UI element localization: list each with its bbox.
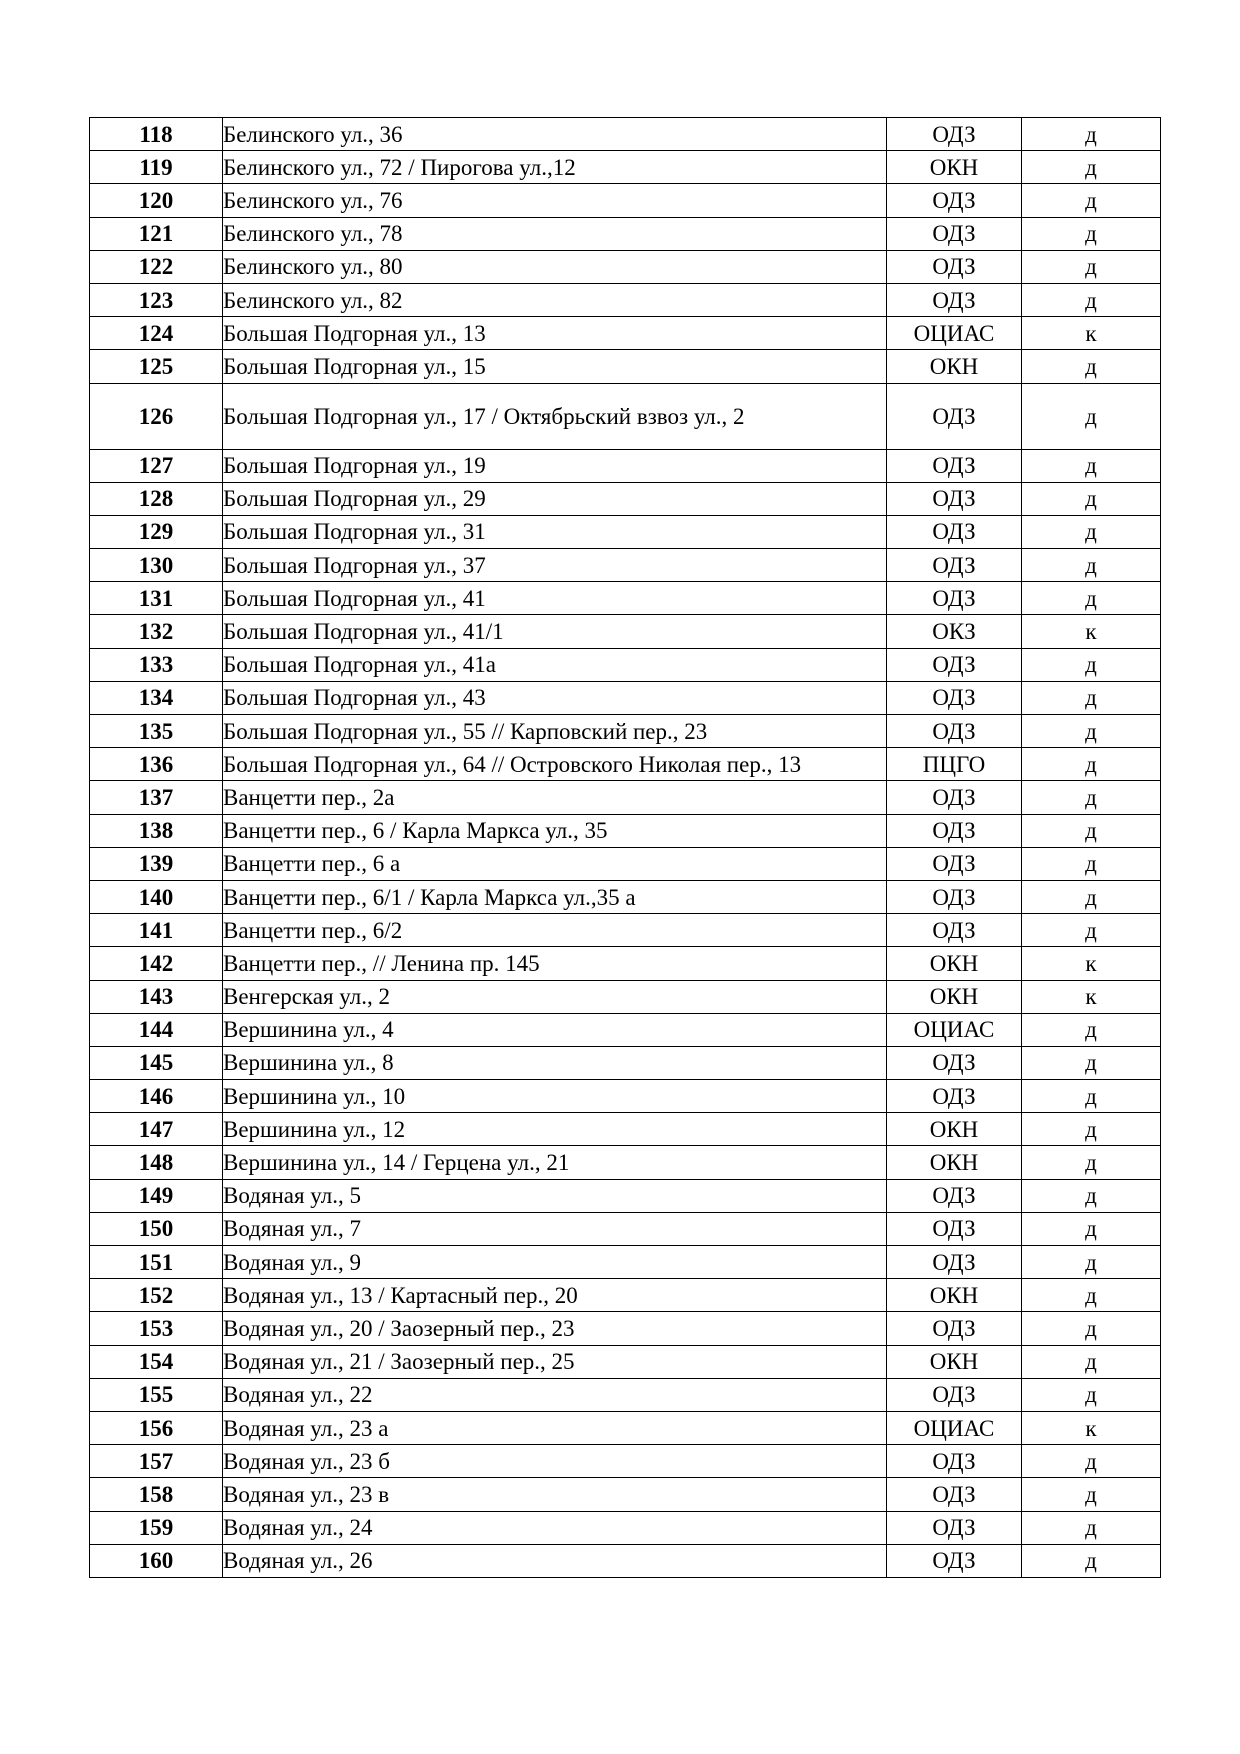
table-row	[90, 814, 1161, 847]
row-number: 146	[90, 1080, 223, 1113]
row-address: Вершинина ул., 14 / Герцена ул., 21	[223, 1146, 887, 1179]
row-mark: д	[1022, 1312, 1161, 1345]
row-number: 139	[90, 847, 223, 880]
row-address: Большая Подгорная ул., 31	[223, 515, 887, 548]
row-address: Большая Подгорная ул., 17 / Октябрьский взвоз ул., 2	[223, 383, 887, 449]
row-category: ОДЗ	[887, 1478, 1022, 1511]
row-address: Белинского ул., 36	[223, 118, 887, 151]
row-address: Белинского ул., 78	[223, 217, 887, 250]
row-category: ОДЗ	[887, 880, 1022, 913]
row-number: 138	[90, 814, 223, 847]
row-address: Белинского ул., 72 / Пирогова ул.,12	[223, 151, 887, 184]
row-address: Большая Подгорная ул., 19	[223, 449, 887, 482]
row-address: Венгерская ул., 2	[223, 980, 887, 1013]
row-mark: д	[1022, 515, 1161, 548]
row-category: ОДЗ	[887, 515, 1022, 548]
row-category: ОКН	[887, 1113, 1022, 1146]
row-number: 153	[90, 1312, 223, 1345]
table-row	[90, 482, 1161, 515]
row-address: Вершинина ул., 12	[223, 1113, 887, 1146]
row-category: ОДЗ	[887, 449, 1022, 482]
row-category: ОКЗ	[887, 615, 1022, 648]
row-mark: д	[1022, 250, 1161, 283]
row-mark: д	[1022, 681, 1161, 714]
row-number: 144	[90, 1013, 223, 1046]
row-mark: д	[1022, 1013, 1161, 1046]
row-category: ОДЗ	[887, 781, 1022, 814]
row-number: 157	[90, 1445, 223, 1478]
row-mark: д	[1022, 748, 1161, 781]
table-row	[90, 880, 1161, 913]
row-mark: к	[1022, 1411, 1161, 1444]
row-number: 119	[90, 151, 223, 184]
row-category: ОДЗ	[887, 914, 1022, 947]
row-address: Водяная ул., 7	[223, 1212, 887, 1245]
row-category: ОДЗ	[887, 482, 1022, 515]
row-number: 132	[90, 615, 223, 648]
table-row	[90, 1113, 1161, 1146]
row-address: Белинского ул., 76	[223, 184, 887, 217]
row-number: 121	[90, 217, 223, 250]
row-mark: д	[1022, 449, 1161, 482]
row-number: 140	[90, 880, 223, 913]
row-category: ОКН	[887, 1345, 1022, 1378]
row-number: 125	[90, 350, 223, 383]
row-category: ОДЗ	[887, 118, 1022, 151]
row-address: Водяная ул., 23 б	[223, 1445, 887, 1478]
row-category: ОДЗ	[887, 847, 1022, 880]
row-category: ОДЗ	[887, 582, 1022, 615]
row-address: Большая Подгорная ул., 41	[223, 582, 887, 615]
row-number: 124	[90, 317, 223, 350]
row-mark: д	[1022, 914, 1161, 947]
registry-table-body	[90, 118, 1161, 1578]
row-category: ОДЗ	[887, 549, 1022, 582]
row-address: Водяная ул., 5	[223, 1179, 887, 1212]
row-mark: д	[1022, 151, 1161, 184]
row-category: ОДЗ	[887, 283, 1022, 316]
row-address: Водяная ул., 23 в	[223, 1478, 887, 1511]
table-row	[90, 250, 1161, 283]
table-row	[90, 582, 1161, 615]
row-mark: д	[1022, 648, 1161, 681]
row-mark: д	[1022, 1246, 1161, 1279]
row-mark: д	[1022, 1378, 1161, 1411]
row-category: ОДЗ	[887, 1080, 1022, 1113]
row-mark: д	[1022, 383, 1161, 449]
table-row	[90, 1378, 1161, 1411]
table-row	[90, 980, 1161, 1013]
table-row	[90, 1212, 1161, 1245]
row-number: 134	[90, 681, 223, 714]
row-category: ОДЗ	[887, 383, 1022, 449]
row-address: Водяная ул., 22	[223, 1378, 887, 1411]
row-category: ОКН	[887, 980, 1022, 1013]
row-number: 128	[90, 482, 223, 515]
row-number: 130	[90, 549, 223, 582]
row-category: ОДЗ	[887, 250, 1022, 283]
row-category: ОКН	[887, 947, 1022, 980]
row-number: 151	[90, 1246, 223, 1279]
row-number: 131	[90, 582, 223, 615]
table-row	[90, 1146, 1161, 1179]
row-category: ОДЗ	[887, 1511, 1022, 1544]
row-mark: д	[1022, 1544, 1161, 1577]
row-mark: д	[1022, 781, 1161, 814]
row-address: Водяная ул., 13 / Картасный пер., 20	[223, 1279, 887, 1312]
row-category: ОДЗ	[887, 814, 1022, 847]
table-row	[90, 1312, 1161, 1345]
row-mark: к	[1022, 947, 1161, 980]
table-row	[90, 1511, 1161, 1544]
row-category: ОКН	[887, 350, 1022, 383]
row-number: 127	[90, 449, 223, 482]
row-mark: д	[1022, 549, 1161, 582]
table-row	[90, 1279, 1161, 1312]
row-category: ПЦГО	[887, 748, 1022, 781]
row-mark: д	[1022, 283, 1161, 316]
row-address: Ванцетти пер., 6/1 / Карла Маркса ул.,35 а	[223, 880, 887, 913]
row-address: Белинского ул., 80	[223, 250, 887, 283]
row-number: 133	[90, 648, 223, 681]
table-row	[90, 781, 1161, 814]
row-number: 150	[90, 1212, 223, 1245]
row-category: ОЦИАС	[887, 317, 1022, 350]
row-mark: д	[1022, 217, 1161, 250]
row-address: Ванцетти пер., 6 / Карла Маркса ул., 35	[223, 814, 887, 847]
table-row	[90, 515, 1161, 548]
table-row	[90, 449, 1161, 482]
table-row	[90, 715, 1161, 748]
row-number: 123	[90, 283, 223, 316]
row-number: 152	[90, 1279, 223, 1312]
row-mark: д	[1022, 1080, 1161, 1113]
row-address: Ванцетти пер., // Ленина пр. 145	[223, 947, 887, 980]
row-category: ОКН	[887, 151, 1022, 184]
row-category: ОЦИАС	[887, 1013, 1022, 1046]
row-number: 148	[90, 1146, 223, 1179]
row-mark: д	[1022, 1345, 1161, 1378]
row-mark: д	[1022, 1146, 1161, 1179]
table-row	[90, 1345, 1161, 1378]
row-number: 122	[90, 250, 223, 283]
row-number: 155	[90, 1378, 223, 1411]
row-category: ОДЗ	[887, 715, 1022, 748]
row-mark: к	[1022, 615, 1161, 648]
row-mark: д	[1022, 847, 1161, 880]
row-mark: д	[1022, 880, 1161, 913]
table-row	[90, 1013, 1161, 1046]
row-category: ОДЗ	[887, 184, 1022, 217]
table-row	[90, 1445, 1161, 1478]
row-address: Водяная ул., 9	[223, 1246, 887, 1279]
row-category: ОДЗ	[887, 1445, 1022, 1478]
registry-table	[89, 117, 1161, 1578]
row-mark: д	[1022, 814, 1161, 847]
row-number: 143	[90, 980, 223, 1013]
row-mark: д	[1022, 715, 1161, 748]
row-mark: д	[1022, 1046, 1161, 1079]
row-category: ОДЗ	[887, 1179, 1022, 1212]
table-row	[90, 648, 1161, 681]
row-address: Большая Подгорная ул., 41а	[223, 648, 887, 681]
row-address: Большая Подгорная ул., 55 // Карповский пер., 23	[223, 715, 887, 748]
table-row	[90, 549, 1161, 582]
row-mark: д	[1022, 1212, 1161, 1245]
table-row	[90, 914, 1161, 947]
row-address: Вершинина ул., 10	[223, 1080, 887, 1113]
row-number: 142	[90, 947, 223, 980]
row-mark: к	[1022, 317, 1161, 350]
row-number: 147	[90, 1113, 223, 1146]
row-mark: д	[1022, 350, 1161, 383]
row-mark: д	[1022, 1511, 1161, 1544]
row-address: Водяная ул., 20 / Заозерный пер., 23	[223, 1312, 887, 1345]
row-address: Водяная ул., 23 а	[223, 1411, 887, 1444]
row-category: ОДЗ	[887, 1544, 1022, 1577]
row-category: ОДЗ	[887, 217, 1022, 250]
row-address: Ванцетти пер., 6 а	[223, 847, 887, 880]
row-category: ОЦИАС	[887, 1411, 1022, 1444]
row-number: 158	[90, 1478, 223, 1511]
row-address: Вершинина ул., 4	[223, 1013, 887, 1046]
row-number: 145	[90, 1046, 223, 1079]
row-address: Водяная ул., 24	[223, 1511, 887, 1544]
row-mark: д	[1022, 1179, 1161, 1212]
row-mark: д	[1022, 1113, 1161, 1146]
table-row	[90, 681, 1161, 714]
row-mark: к	[1022, 980, 1161, 1013]
table-row	[90, 947, 1161, 980]
row-address: Большая Подгорная ул., 43	[223, 681, 887, 714]
row-number: 159	[90, 1511, 223, 1544]
row-number: 154	[90, 1345, 223, 1378]
row-address: Большая Подгорная ул., 41/1	[223, 615, 887, 648]
table-row	[90, 151, 1161, 184]
row-address: Ванцетти пер., 6/2	[223, 914, 887, 947]
row-category: ОКН	[887, 1279, 1022, 1312]
row-address: Большая Подгорная ул., 37	[223, 549, 887, 582]
row-number: 137	[90, 781, 223, 814]
table-row	[90, 317, 1161, 350]
table-row	[90, 350, 1161, 383]
table-row	[90, 1046, 1161, 1079]
table-row	[90, 615, 1161, 648]
row-mark: д	[1022, 184, 1161, 217]
row-address: Большая Подгорная ул., 13	[223, 317, 887, 350]
table-row	[90, 1478, 1161, 1511]
row-category: ОКН	[887, 1146, 1022, 1179]
row-address: Водяная ул., 26	[223, 1544, 887, 1577]
row-number: 141	[90, 914, 223, 947]
row-address: Водяная ул., 21 / Заозерный пер., 25	[223, 1345, 887, 1378]
row-number: 136	[90, 748, 223, 781]
table-row	[90, 1246, 1161, 1279]
row-address: Белинского ул., 82	[223, 283, 887, 316]
table-row	[90, 1411, 1161, 1444]
row-number: 135	[90, 715, 223, 748]
row-category: ОДЗ	[887, 1212, 1022, 1245]
table-row	[90, 383, 1161, 449]
row-address: Вершинина ул., 8	[223, 1046, 887, 1079]
table-row	[90, 1179, 1161, 1212]
row-number: 129	[90, 515, 223, 548]
row-number: 118	[90, 118, 223, 151]
row-number: 160	[90, 1544, 223, 1577]
row-mark: д	[1022, 582, 1161, 615]
table-row	[90, 217, 1161, 250]
row-address: Ванцетти пер., 2а	[223, 781, 887, 814]
row-address: Большая Подгорная ул., 29	[223, 482, 887, 515]
row-category: ОДЗ	[887, 681, 1022, 714]
row-mark: д	[1022, 482, 1161, 515]
row-number: 156	[90, 1411, 223, 1444]
row-mark: д	[1022, 1279, 1161, 1312]
table-row	[90, 1080, 1161, 1113]
row-mark: д	[1022, 1445, 1161, 1478]
row-number: 120	[90, 184, 223, 217]
row-number: 126	[90, 383, 223, 449]
table-row	[90, 283, 1161, 316]
table-row	[90, 1544, 1161, 1577]
table-row	[90, 847, 1161, 880]
row-category: ОДЗ	[887, 1246, 1022, 1279]
row-category: ОДЗ	[887, 1312, 1022, 1345]
row-number: 149	[90, 1179, 223, 1212]
row-category: ОДЗ	[887, 1378, 1022, 1411]
row-category: ОДЗ	[887, 648, 1022, 681]
row-address: Большая Подгорная ул., 64 // Островского Николая пер., 13	[223, 748, 887, 781]
row-address: Большая Подгорная ул., 15	[223, 350, 887, 383]
row-category: ОДЗ	[887, 1046, 1022, 1079]
row-mark: д	[1022, 118, 1161, 151]
row-mark: д	[1022, 1478, 1161, 1511]
table-row	[90, 184, 1161, 217]
table-row	[90, 118, 1161, 151]
table-row	[90, 748, 1161, 781]
